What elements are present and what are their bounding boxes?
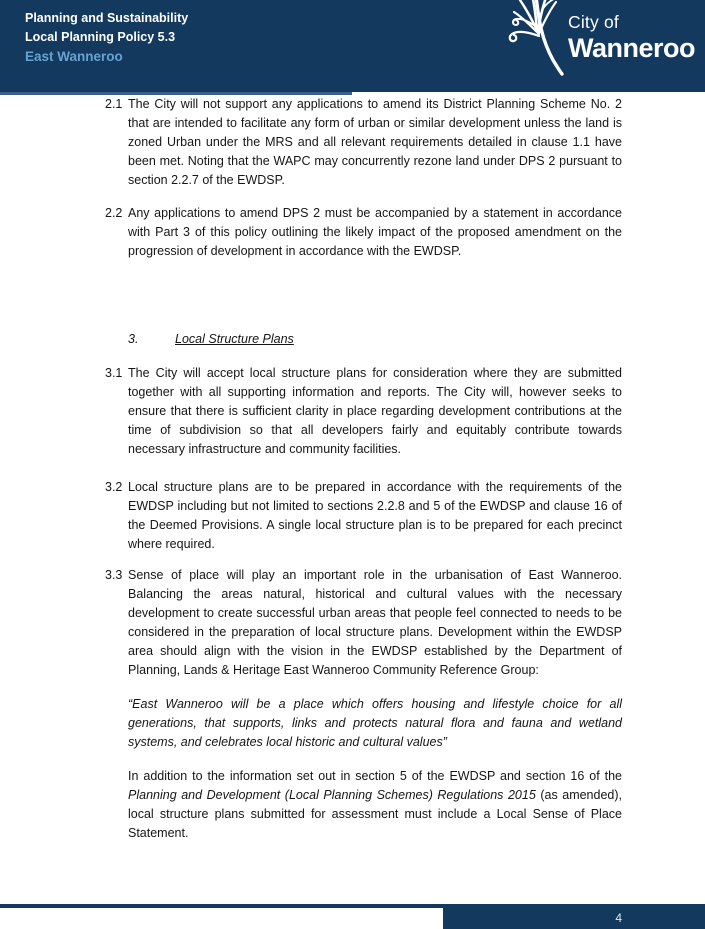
document-body [105,95,622,843]
paragraph-3-3 [105,566,622,680]
section-number: 3. [128,332,139,346]
paragraph-2-2 [105,204,622,261]
paragraph-number: 3.1 [105,366,123,380]
closing-paragraph [128,767,622,843]
footer-page-block [443,908,705,929]
paragraph-3-2 [105,478,622,554]
paragraph-text: Local structure plans are to be prepared in accordance with the requirements of the EWDSP including but not limited to sections 2.2.8 and 5 of the EWDSP and clause 16 of the Deemed Provisions. A single local structure plan is to be prepared for each precinct where required. [128,480,622,551]
section-3-heading [105,330,622,349]
paragraph-3-1 [105,364,622,459]
section-title: Local Structure Plans [175,332,294,346]
header-titles [25,9,188,66]
paragraph-text: The City will accept local structure plans for consideration where they are submitted together with all supporting information and reports. The City will, however seeks to ensure that there is sufficient clarity in place regarding development contributions at the time of subdivision so that all developers fairly and equitably contribute towards necessary infrastructure and community facilities. [128,366,622,456]
logo-city-of: City of [568,12,619,32]
paragraph-text: The City will not support any applications to amend its District Planning Scheme No. 2 that are intended to facilitate any form of urban or similar development unless the land is zoned Urban under the MRS and all relevant requirements detailed in clause 1.1 have been met. Noting that the WAPC may concurrently rezone land under DPS 2 pursuant to section 2.2.7 of the EWDSP. [128,97,622,187]
paragraph-text: Any applications to amend DPS 2 must be accompanied by a statement in accordance with Part 3 of this policy outlining the likely impact of the proposed amendment on the progression of development in accordance with the EWDSP. [128,206,622,258]
wanneroo-plant-icon [506,0,576,78]
paragraph-number: 2.2 [105,206,123,220]
header-policy-name: East Wanneroo [25,49,123,64]
page-number: 4 [615,911,622,925]
logo-wordmark [568,0,695,62]
paragraph-number: 2.1 [105,97,123,111]
paragraph-number: 3.3 [105,568,123,582]
closing-text-pre: In addition to the information set out in section 5 of the EWDSP and section 16 of the [128,769,622,783]
city-of-wanneroo-logo [506,0,695,78]
logo-wanneroo: Wanneroo [568,33,695,63]
paragraph-text: Sense of place will play an important role in the urbanisation of East Wanneroo. Balancing the areas natural, historical and cultural values with the necessary development to create successful urban areas that people feel connected to needs to be considered in the preparation of local structure plans. Development within the EWDSP area should align with the vision in the EWDSP established by the Department of Planning, Lands & Heritage East Wanneroo Community Reference Group: [128,568,622,677]
paragraph-number: 3.2 [105,480,123,494]
page-header [0,0,705,92]
paragraph-2-1 [105,95,622,190]
closing-text-post: (as amended), local structure plans submitted for assessment must include a Local Sense of Place Statement. [128,788,622,840]
closing-regulation-title: Planning and Development (Local Planning Schemes) Regulations 2015 [128,788,536,802]
header-policy-number: Local Planning Policy 5.3 [25,30,176,44]
header-department: Planning and Sustainability [25,11,189,25]
vision-quote: “East Wanneroo will be a place which offers housing and lifestyle choice for all generations, that supports, links and protects natural flora and fauna and wetland systems, and celebrates local historic and cultural values” [128,697,622,749]
